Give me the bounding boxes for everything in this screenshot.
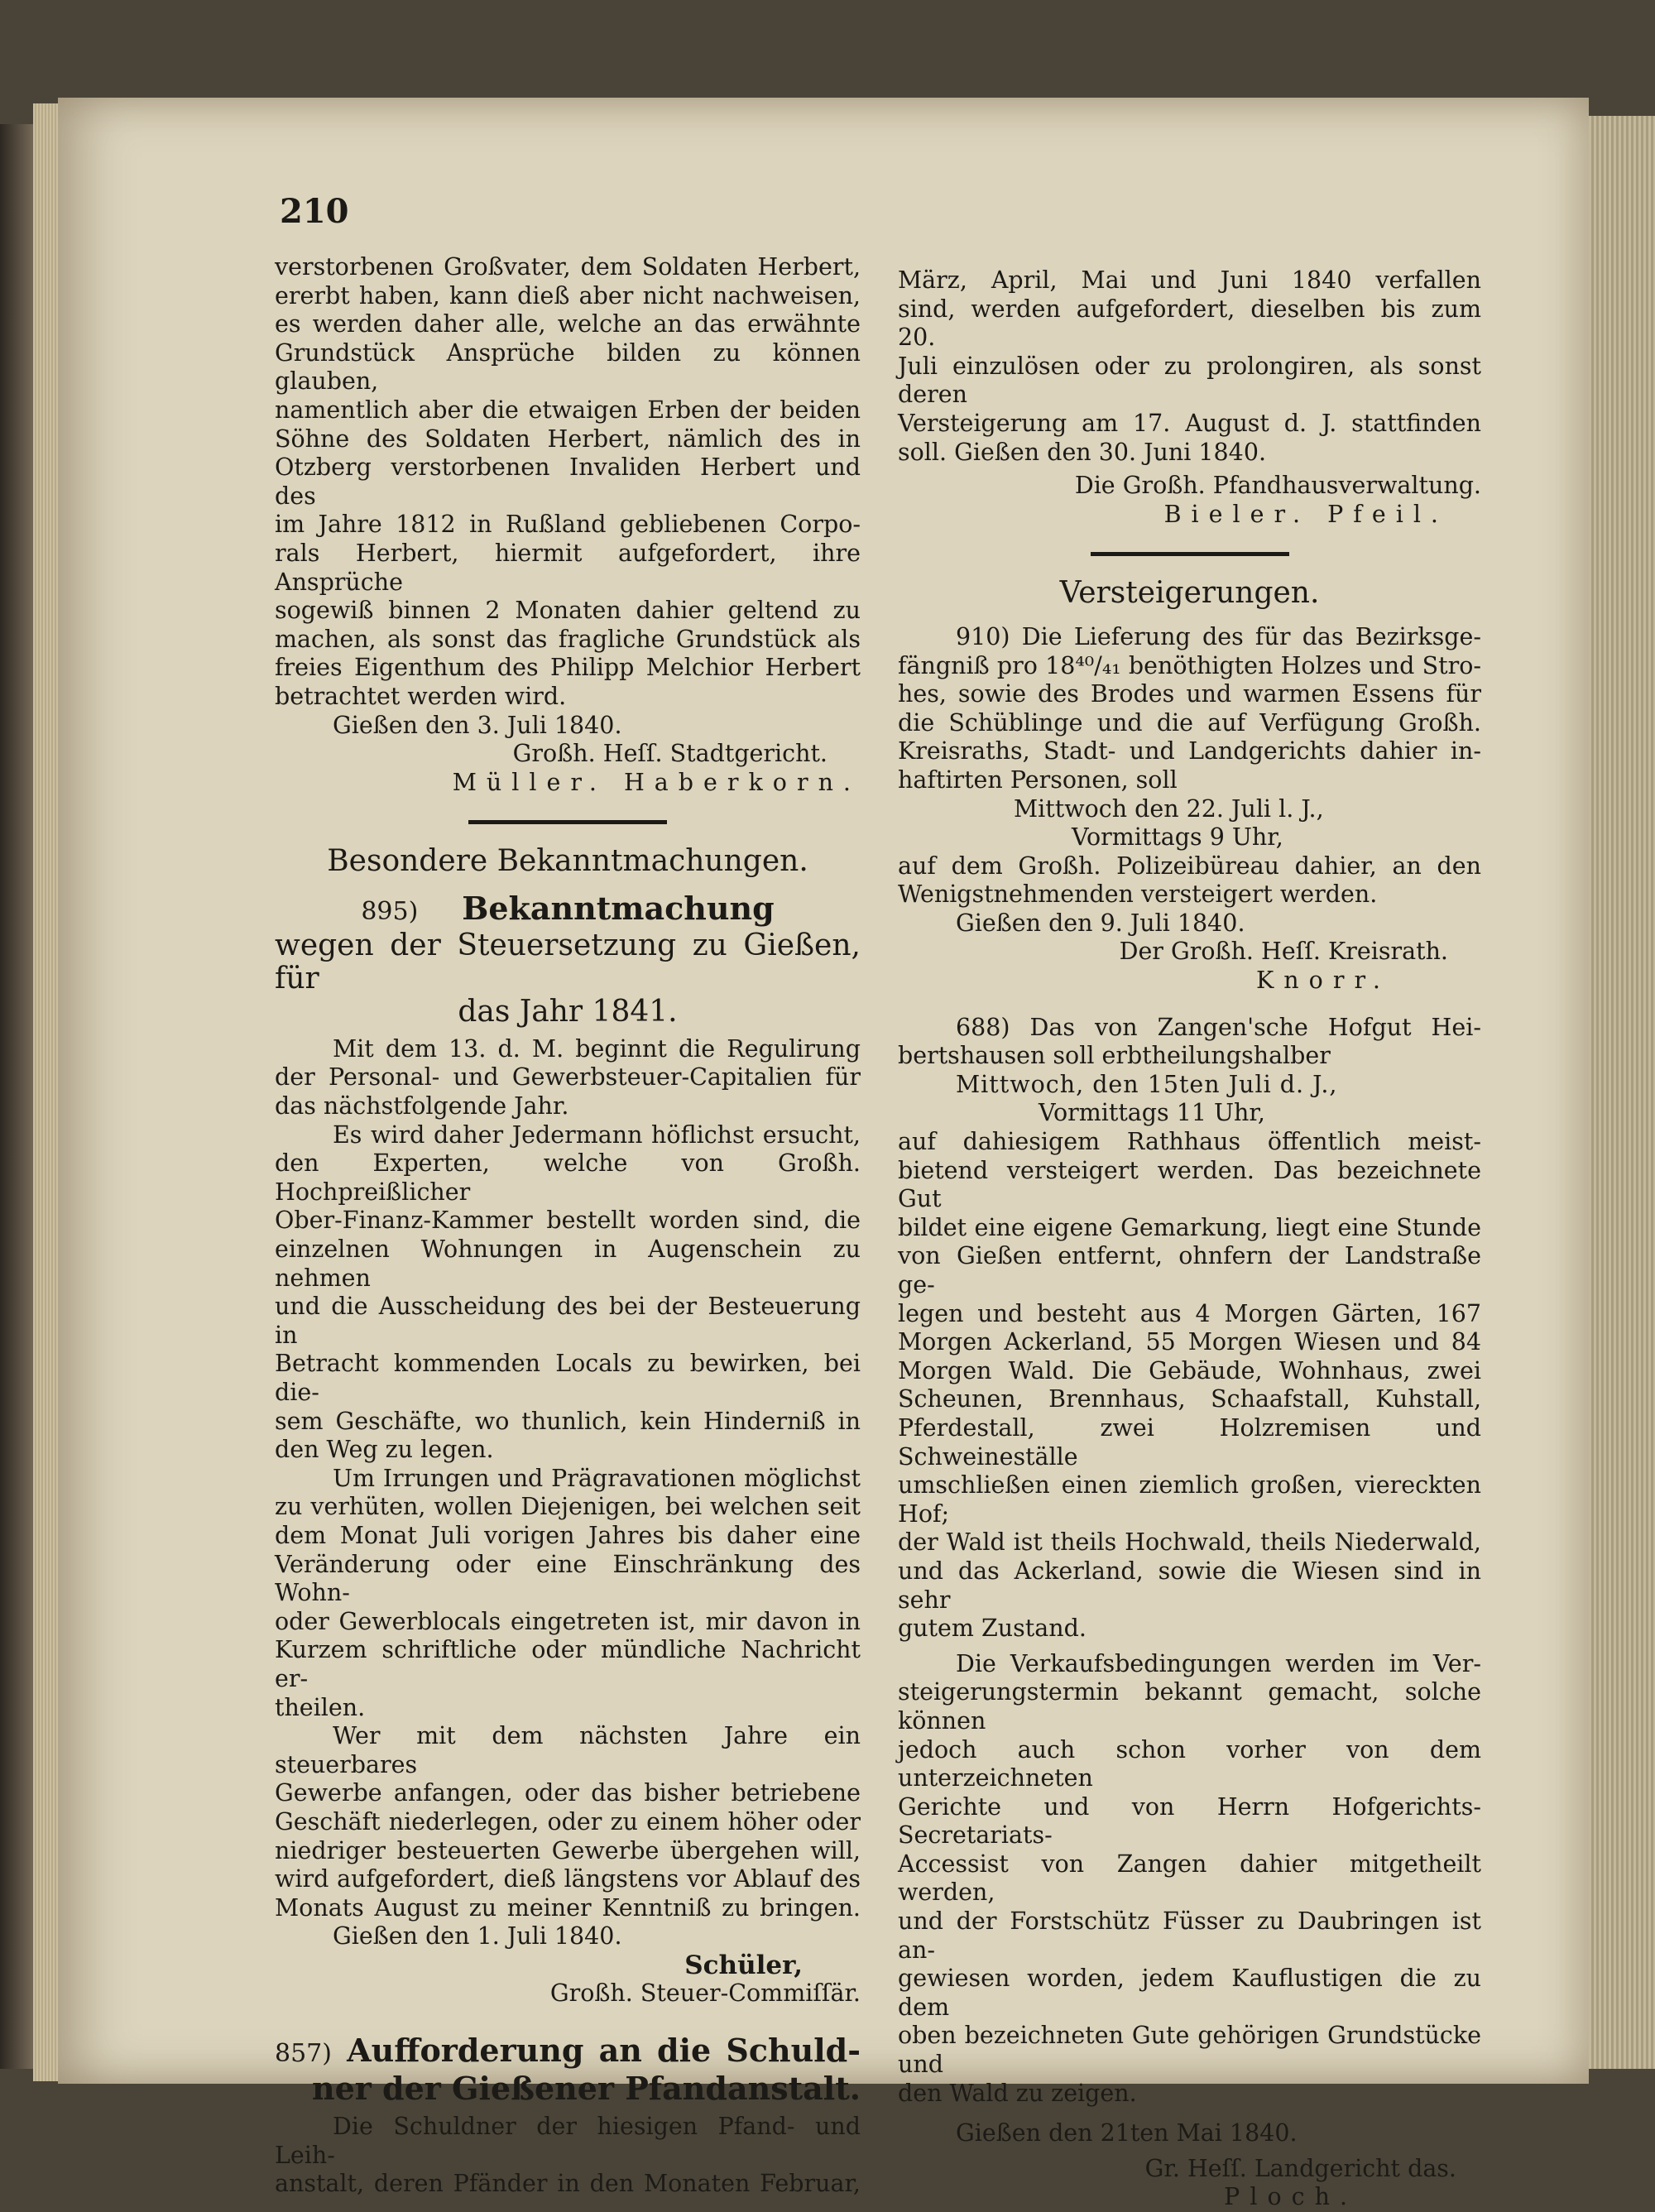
continuation-text (275, 253, 861, 712)
text-line: bertshausen soll erbtheilungshalber (898, 1042, 1331, 1070)
text-line: Morgen Ackerland, 55 Morgen Wiesen und 84 (898, 1328, 1481, 1356)
text-line: zu verhüten, wollen Diejenigen, bei welchen seit (275, 1493, 861, 1521)
text-line: und das Ackerland, sowie die Wiesen sind in sehr (898, 1557, 1481, 1614)
text-line: niedriger besteuerten Gewerbe übergehen will, (275, 1836, 861, 1864)
notice-895 (275, 891, 861, 2008)
office-name: Großh. Steuer-Commiſſär. (549, 1979, 861, 2008)
text-line: Gewerbe anfangen, oder das bisher betriebene (275, 1779, 861, 1807)
notice-title (275, 2033, 861, 2071)
text-line: einzelnen Wohnungen in Augenschein zu nehmen (275, 1236, 861, 1292)
notice-688 (898, 1014, 1481, 2212)
auction-date: Mittwoch, den 15ten Juli d. J., (956, 1070, 1338, 1098)
text-line: das nächstfolgende Jahr. (275, 1092, 569, 1120)
text-line: oder Gewerblocals eingetreten ist, mir davon in (275, 1607, 861, 1635)
text-line: Juli einzulösen oder zu prolongiren, als sonst deren (898, 352, 1481, 409)
text-line: Betracht kommenden Locals zu bewirken, bei die- (275, 1350, 861, 1406)
text-line: Veränderung oder eine Einschränkung des Wohn- (275, 1550, 861, 1607)
text-line: die Schüblinge und die auf Verfügung Großh. (898, 708, 1481, 737)
dateline: Gießen den 3. Juli 1840. (333, 711, 622, 739)
text-line: von Gießen entfernt, ohnfern der Landstraße ge- (898, 1242, 1481, 1298)
text-line: haftirten Personen, soll (898, 765, 1178, 794)
signature: Knorr. (1256, 967, 1390, 995)
text-line: verstorbenen Großvater, dem Soldaten Herbert, (275, 253, 861, 281)
text-line: theilen. (275, 1693, 366, 1721)
section-divider (468, 820, 667, 824)
text-line: Versteigerung am 17. August d. J. stattfinden (898, 409, 1481, 437)
text-line: namentlich aber die etwaigen Erben der beiden (275, 396, 861, 424)
text-line: Gerichte und von Herrn Hofgerichts-Secretariats- (898, 1792, 1481, 1850)
text-line: anstalt, deren Pfänder in den Monaten Februar, (275, 2170, 861, 2198)
notice-subtitle: das Jahr 1841. (458, 994, 678, 1029)
text-line: dem Monat Juli vorigen Jahres bis daher eine (275, 1521, 861, 1549)
dateline: Gießen den 9. Juli 1840. (956, 909, 1245, 937)
text-line: Morgen Wald. Die Gebäude, Wohnhaus, zwei (898, 1356, 1481, 1384)
text-line: soll. Gießen den 30. Juni 1840. (898, 438, 1267, 466)
text-line: Pferdestall, zwei Holzremisen und Schweineställe (898, 1413, 1481, 1471)
left-column (275, 253, 861, 2199)
text-line: 688) Das von Zangen'sche Hofgut Hei- (956, 1013, 1481, 1041)
text-line: bildet eine eigene Gemarkung, liegt eine Stunde (898, 1213, 1481, 1241)
text-line: Ober-Finanz-Kammer bestellt worden sind, die (275, 1207, 861, 1235)
notice-title-text: Bekanntmachung (462, 889, 775, 927)
signature: Schüler, (684, 1950, 803, 1980)
text-line: es werden daher alle, welche an das erwähnte (275, 310, 861, 338)
text-line: der Wald ist theils Hochwald, theils Niederwald, (898, 1528, 1481, 1557)
text-line: gewiesen worden, jedem Kauflustigen die zu dem (898, 1965, 1481, 2021)
auction-date: Mittwoch den 22. Juli l. J., (1014, 794, 1324, 823)
notice-title-text: ner der Gießener Pfandanstalt. (312, 2070, 861, 2108)
text-line: Mit dem 13. d. M. beginnt die Regulirung (333, 1034, 861, 1063)
text-line: Accessist von Zangen dahier mitgetheilt werden, (898, 1850, 1481, 1907)
section-heading: Versteigerungen. (1059, 576, 1320, 611)
text-line: Kreisraths, Stadt- und Landgerichts dahier in- (898, 737, 1481, 765)
text-line: wird aufgefordert, dieß längstens vor Ablauf des (275, 1865, 861, 1893)
text-line: Scheunen, Brennhaus, Schaafstall, Kuhstall, (898, 1385, 1481, 1413)
text-line: und der Forstschütz Füsser zu Daubringen ist an- (898, 1907, 1481, 1964)
text-line: fängniß pro 18⁴⁰/₄₁ benöthigten Holzes und Stro- (898, 651, 1481, 679)
text-line: ererbt haben, kann dieß aber nicht nachweisen, (275, 281, 861, 309)
text-line: Monats August zu meiner Kenntniß zu bringen. (275, 1893, 861, 1922)
text-line: umschließen einen ziemlich großen, viereckten Hof; (898, 1471, 1481, 1528)
text-line: Söhne des Soldaten Herbert, nämlich des in (275, 425, 861, 453)
text-line: sogewiß binnen 2 Monaten dahier geltend zu (275, 597, 861, 625)
dateline: Gießen den 21ten Mai 1840. (956, 2119, 1298, 2147)
text-line: legen und besteht aus 4 Morgen Gärten, 167 (898, 1299, 1481, 1327)
text-line: Wer mit dem nächsten Jahre ein steuerbares (275, 1722, 861, 1778)
text-line: März, April, Mai und Juni 1840 verfallen (898, 266, 1481, 294)
text-line: Die Schuldner der hiesigen Pfand- und Leih- (275, 2113, 861, 2169)
text-line: Die Verkaufsbedingungen werden im Ver- (956, 1649, 1481, 1677)
right-column (898, 266, 1481, 2212)
text-line: den Weg zu legen. (275, 1436, 494, 1464)
text-line: im Jahre 1812 in Rußland gebliebenen Corpo- (275, 511, 861, 539)
text-line: auf dem Großh. Polizeibüreau dahier, an den (898, 852, 1481, 880)
text-line: jedoch auch schon vorher von dem unterzeichneten (898, 1735, 1481, 1792)
text-line: Es wird daher Jedermann höflichst ersucht, (333, 1120, 861, 1149)
signature: Bieler. Pfeil. (1163, 500, 1448, 528)
notice-857 (275, 2033, 861, 2199)
section-heading: Besondere Bekanntmachungen. (327, 844, 808, 879)
notice-910 (898, 623, 1481, 996)
auction-time: Vormittags 9 Uhr, (1072, 823, 1283, 852)
text-line: der Personal- und Gewerbsteuer-Capitalien für (275, 1063, 861, 1092)
text-line: machen, als sonst das fragliche Grundstück als (275, 625, 861, 653)
notice-title (275, 891, 861, 929)
text-line: Kurzem schriftliche oder mündliche Nachricht er- (275, 1636, 861, 1692)
notice-number: 857) (275, 2039, 332, 2069)
signature: Ploch. (1224, 2183, 1357, 2211)
text-line: Geschäft niederlegen, oder zu einem höher oder (275, 1807, 861, 1835)
dateline: Gießen den 1. Juli 1840. (333, 1922, 622, 1950)
text-line: bietend versteigert werden. Das bezeichnete Gut (898, 1156, 1481, 1213)
text-line: den Experten, welche von Großh. Hochpreißlicher (275, 1149, 861, 1206)
text-line: den Wald zu zeigen. (898, 2079, 1137, 2107)
text-line: betrachtet werden wird. (275, 682, 567, 710)
notice-number: 895) (361, 896, 419, 926)
office-name: Die Großh. Pfandhausverwaltung. (1074, 472, 1481, 500)
page-number: 210 (280, 192, 349, 231)
text-line: hes, sowie des Brodes und warmen Essens für (898, 680, 1481, 708)
text-line: oben bezeichneten Gute gehörigen Grundstücke und (898, 2022, 1481, 2079)
text-line: gutem Zustand. (898, 1615, 1087, 1643)
auction-time: Vormittags 11 Uhr, (1039, 1099, 1265, 1127)
text-line: 910) Die Lieferung des für das Bezirksge- (956, 622, 1481, 650)
text-line: auf dahiesigem Rathhaus öffentlich meist- (898, 1128, 1481, 1156)
office-name: Der Großh. Heſſ. Kreisrath. (1119, 938, 1448, 966)
notice-subtitle: wegen der Steuersetzung zu Gießen, für (275, 928, 861, 996)
text-line: Wenigstnehmenden versteigert werden. (898, 880, 1378, 909)
text-line: Grundstück Ansprüche bilden zu können glauben, (275, 338, 861, 396)
text-line: freies Eigenthum des Philipp Melchior Herbert (275, 654, 861, 682)
court-name: Großh. Heſſ. Stadtgericht. (512, 740, 828, 768)
text-line: Otzberg verstorbenen Invaliden Herbert und des (275, 453, 861, 510)
text-line: sem Geschäfte, wo thunlich, kein Hinderniß in (275, 1407, 861, 1435)
signature: Müller. Haberkorn. (452, 768, 861, 796)
office-name: Gr. Heſſ. Landgericht das. (1144, 2154, 1456, 2182)
text-line: steigerungstermin bekannt gemacht, solche können (898, 1678, 1481, 1735)
section-divider (1091, 552, 1289, 556)
notice-title-text: Aufforderung an die Schuld- (347, 2032, 861, 2070)
text-line: rals Herbert, hiermit aufgefordert, ihre Ansprüche (275, 539, 861, 596)
text-line: und die Ausscheidung des bei der Besteuerung in (275, 1293, 861, 1349)
text-line: Um Irrungen und Prägravationen möglichst (333, 1464, 861, 1492)
continuation-text (898, 266, 1481, 467)
page-stack-right (1589, 116, 1655, 2069)
text-line: sind, werden aufgefordert, dieselben bis zum 20. (898, 295, 1481, 352)
